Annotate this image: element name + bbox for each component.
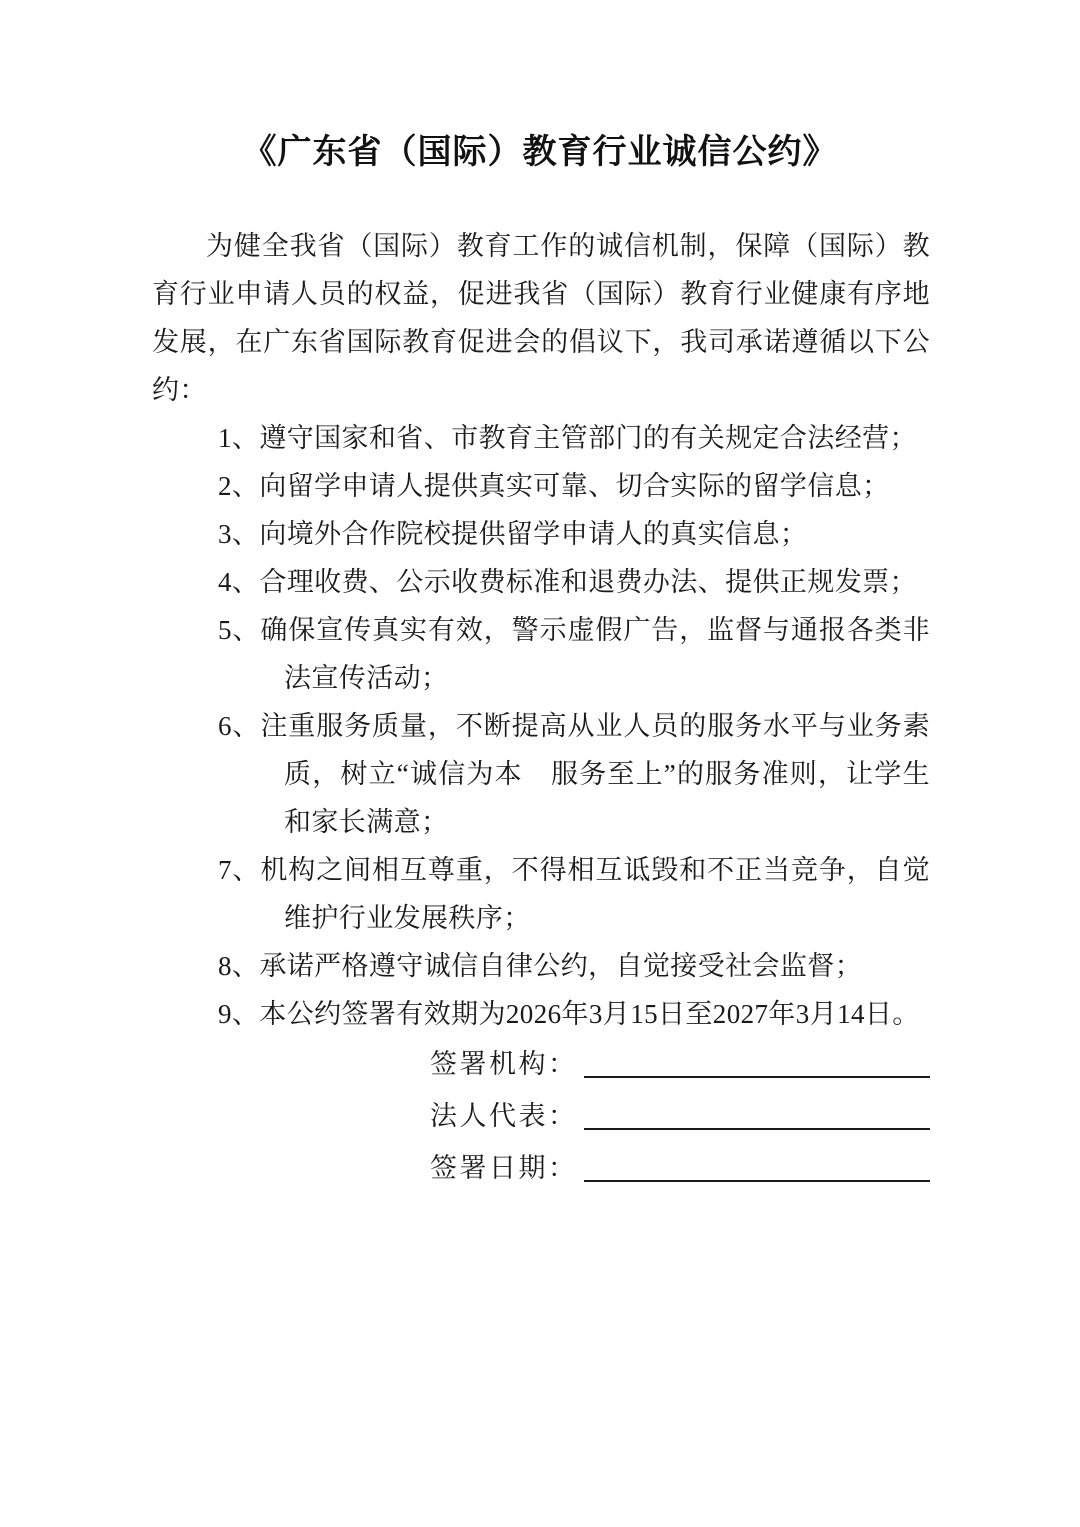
clause-text: 确保宣传真实有效，警示虚假广告，监督与通报各类非法宣传活动；: [260, 615, 930, 693]
clause-text: 注重服务质量，不断提高从业人员的服务水平与业务素质，树立“诚信为本 服务至上”的服务准则，让学生和家长满意；: [260, 711, 930, 837]
preamble-paragraph: 为健全我省（国际）教育工作的诚信机制，保障（国际）教育行业申请人员的权益，促进我省（国际）教育行业健康有序地发展，在广东省国际教育促进会的倡议下，我司承诺遵循以下公约：: [152, 231, 930, 405]
clause-item: [218, 846, 930, 942]
clause-number: 9、: [218, 999, 260, 1029]
signature-legal-representative-field[interactable]: [584, 1128, 931, 1130]
clause-number: 8、: [218, 951, 260, 981]
signature-date-label: 签署日期：: [430, 1153, 578, 1183]
clause-item: [218, 702, 930, 846]
clause-number: 1、: [218, 423, 260, 453]
clause-item: [218, 462, 930, 510]
signature-legal-representative-label: 法人代表：: [430, 1101, 578, 1131]
clause-list: [152, 414, 930, 1038]
clause-number: 4、: [218, 567, 260, 597]
clause-number: 2、: [218, 471, 260, 501]
clause-text: 遵守国家和省、市教育主管部门的有关规定合法经营；: [259, 423, 917, 453]
clause-item: [218, 606, 930, 702]
document-body: [152, 222, 930, 1038]
clause-text: 本公约签署有效期为2026年3月15日至2027年3月14日。: [259, 999, 920, 1029]
clause-item: [218, 942, 930, 990]
clause-text: 向留学申请人提供真实可靠、切合实际的留学信息；: [259, 471, 890, 501]
page-title: 《广东省（国际）教育行业诚信公约》: [242, 132, 838, 172]
clause-text: 机构之间相互尊重，不得相互诋毁和不正当竞争，自觉维护行业发展秩序；: [260, 855, 930, 933]
signature-row-date: [430, 1136, 930, 1188]
signature-row-organization: [430, 1032, 930, 1084]
clause-item: [218, 414, 930, 462]
clause-text: 承诺严格遵守诚信自律公约，自觉接受社会监督；: [259, 951, 863, 981]
signature-block: [430, 1032, 930, 1188]
clause-item: [218, 558, 930, 606]
clause-item: [218, 990, 930, 1038]
signature-organization-label: 签署机构：: [430, 1049, 578, 1079]
clause-number: 5、: [218, 615, 261, 645]
clause-number: 7、: [218, 855, 261, 885]
signature-organization-field[interactable]: [584, 1076, 931, 1078]
clause-text: 合理收费、公示收费标准和退费办法、提供正规发票；: [259, 567, 917, 597]
signature-row-legal-representative: [430, 1084, 930, 1136]
signature-date-field[interactable]: [584, 1180, 931, 1182]
clause-item: [218, 510, 930, 558]
clause-text: 向境外合作院校提供留学申请人的真实信息；: [259, 519, 808, 549]
clause-number: 6、: [218, 711, 261, 741]
clause-number: 3、: [218, 519, 260, 549]
